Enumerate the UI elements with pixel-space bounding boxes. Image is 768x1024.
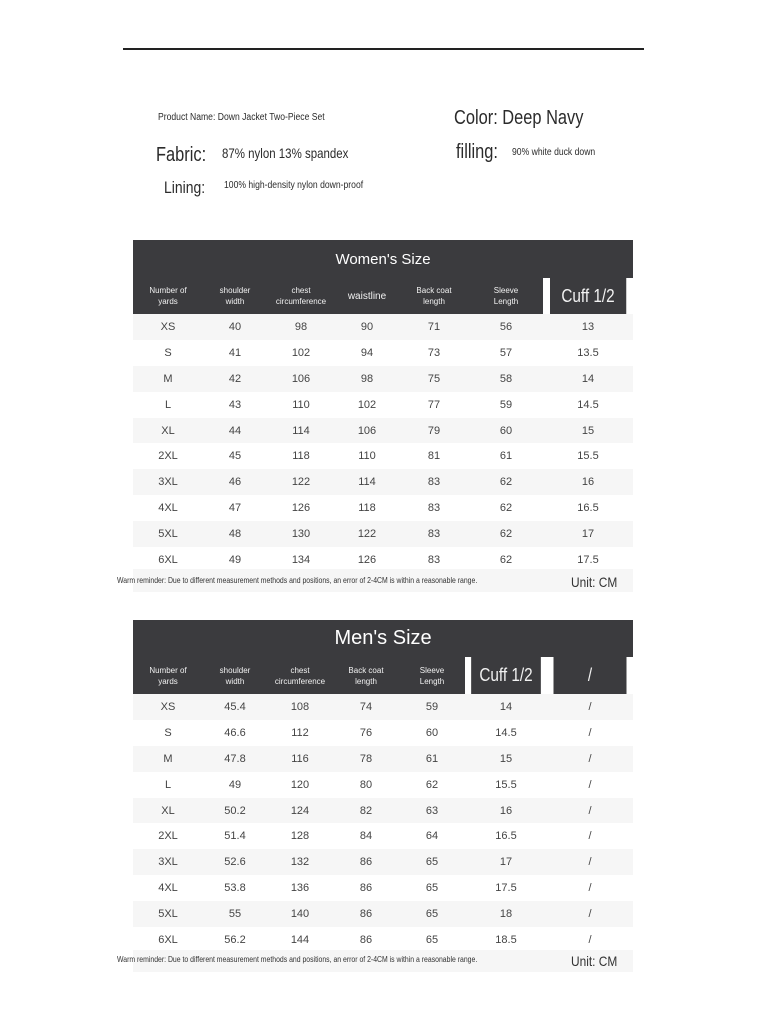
fabric-label: Fabric: [156,144,207,166]
table-cell: 56 [469,314,543,340]
table-row [133,340,633,366]
table-cell: 126 [267,495,335,521]
women-column-header [399,278,469,314]
table-cell: XS [133,694,203,720]
table-cell: 4XL [133,875,203,901]
table-cell: S [133,340,203,366]
men-column-header-line: Back coat [348,665,384,675]
table-cell: 106 [335,418,399,444]
table-cell: 41 [203,340,267,366]
table-cell: 80 [333,772,399,798]
table-cell: 15.5 [543,443,633,469]
womens-unit: Unit: CM [571,574,618,590]
table-cell: 134 [267,547,335,573]
table-cell: 43 [203,392,267,418]
table-cell: 83 [399,495,469,521]
table-row [133,392,633,418]
table-cell: L [133,772,203,798]
table-cell: 71 [399,314,469,340]
table-cell: 136 [267,875,333,901]
table-cell: 17.5 [465,875,547,901]
table-cell: / [547,694,633,720]
table-row [133,443,633,469]
table-cell: 76 [333,720,399,746]
table-cell: 98 [267,314,335,340]
table-cell: 118 [335,495,399,521]
mens-reminder: Warm reminder: Due to different measurement methods and positions, an error of 2-4CM is within a reasonable range. [117,955,478,964]
table-cell: 17 [465,849,547,875]
table-cell: 13.5 [543,340,633,366]
table-cell: 126 [335,547,399,573]
table-cell: 15 [465,746,547,772]
table-cell: 86 [333,901,399,927]
table-row [133,875,633,901]
filling-label: filling: [456,141,498,163]
table-cell: / [547,798,633,824]
table-cell: 90 [335,314,399,340]
women-column-header [550,278,627,314]
table-cell: 110 [335,443,399,469]
womens-size-title: Women's Size [133,240,633,278]
women-column-header-line: Length [493,297,519,306]
table-cell: 50.2 [203,798,267,824]
table-row [133,495,633,521]
men-column-header-line: Sleeve [419,665,445,675]
table-cell: 61 [469,443,543,469]
table-row [133,746,633,772]
women-column-header-line: shoulder [219,286,251,295]
table-cell: 63 [399,798,465,824]
table-cell: 114 [267,418,335,444]
table-cell: / [547,875,633,901]
table-cell: 13 [543,314,633,340]
men-column-header-line: / [587,665,593,685]
table-cell: 110 [267,392,335,418]
table-cell: 122 [267,469,335,495]
table-cell: S [133,720,203,746]
men-column-header [333,657,399,694]
table-cell: 51.4 [203,823,267,849]
table-cell: 64 [399,823,465,849]
table-cell: 42 [203,366,267,392]
table-row [133,521,633,547]
filling-value: 90% white duck down [512,147,596,158]
women-column-header-line: chest [291,286,311,295]
women-column-header-line: Cuff 1/2 [561,285,615,306]
table-cell: 60 [469,418,543,444]
table-cell: 57 [469,340,543,366]
table-cell: 14 [465,694,547,720]
table-cell: 40 [203,314,267,340]
table-cell: M [133,366,203,392]
table-cell: 17.5 [543,547,633,573]
table-cell: 18 [465,901,547,927]
women-column-header [469,278,543,314]
table-cell: 102 [335,392,399,418]
table-cell: 53.8 [203,875,267,901]
table-cell: 102 [267,340,335,366]
table-cell: XL [133,418,203,444]
table-cell: 94 [335,340,399,366]
table-cell: 98 [335,366,399,392]
table-row [133,720,633,746]
table-cell: 4XL [133,495,203,521]
table-cell: 3XL [133,849,203,875]
table-cell: 18.5 [465,927,547,953]
women-column-header-line: length [423,297,445,306]
table-cell: 65 [399,849,465,875]
table-cell: / [547,901,633,927]
table-cell: 62 [469,521,543,547]
mens-size-table [133,620,633,953]
men-column-header [553,657,626,694]
table-row [133,366,633,392]
men-column-header [267,657,333,694]
table-cell: 14.5 [465,720,547,746]
table-cell: XL [133,798,203,824]
table-row [133,418,633,444]
table-cell: 55 [203,901,267,927]
table-cell: 61 [399,746,465,772]
table-cell: 84 [333,823,399,849]
table-row [133,314,633,340]
table-cell: 120 [267,772,333,798]
lining-label: Lining: [164,178,206,197]
table-cell: 3XL [133,469,203,495]
table-cell: 45.4 [203,694,267,720]
table-cell: 59 [399,694,465,720]
men-column-header-line: width [225,676,245,686]
table-cell: 86 [333,927,399,953]
men-column-header-line: Length [419,676,445,686]
table-row [133,798,633,824]
table-cell: / [547,772,633,798]
women-column-header-line: Back coat [416,286,452,295]
table-cell: 82 [333,798,399,824]
table-cell: 58 [469,366,543,392]
women-column-header-line: waistline [347,290,387,302]
table-cell: 114 [335,469,399,495]
mens-size-title: Men's Size [133,620,633,657]
table-cell: 49 [203,772,267,798]
men-column-header-line: Cuff 1/2 [479,665,533,685]
table-cell: / [547,927,633,953]
women-column-header-line: Sleeve [493,286,519,295]
table-cell: 112 [267,720,333,746]
table-cell: 16 [465,798,547,824]
men-column-header-line: chest [290,665,310,675]
table-row [133,901,633,927]
table-cell: 16 [543,469,633,495]
table-cell: 83 [399,547,469,573]
table-cell: 46.6 [203,720,267,746]
table-cell: 108 [267,694,333,720]
women-column-header-line: yards [158,297,178,306]
table-cell: / [547,823,633,849]
table-row [133,694,633,720]
table-cell: 47 [203,495,267,521]
womens-reminder: Warm reminder: Due to different measurement methods and positions, an error of 2-4CM is within a reasonable range. [117,576,478,585]
table-cell: L [133,392,203,418]
table-cell: / [547,746,633,772]
women-column-header [267,278,335,314]
table-cell: 86 [333,849,399,875]
table-cell: / [547,849,633,875]
table-cell: 75 [399,366,469,392]
table-cell: 73 [399,340,469,366]
table-cell: M [133,746,203,772]
table-cell: 59 [469,392,543,418]
table-cell: 15.5 [465,772,547,798]
table-cell: 106 [267,366,335,392]
table-cell: 44 [203,418,267,444]
women-column-header-line: width [225,297,245,306]
table-row [133,849,633,875]
mens-unit: Unit: CM [571,953,618,969]
table-cell: 65 [399,901,465,927]
table-cell: 83 [399,469,469,495]
table-cell: 49 [203,547,267,573]
table-cell: 140 [267,901,333,927]
table-cell: 2XL [133,443,203,469]
men-column-header [399,657,465,694]
table-cell: 14.5 [543,392,633,418]
table-cell: 56.2 [203,927,267,953]
table-row [133,772,633,798]
table-cell: 79 [399,418,469,444]
table-cell: 62 [399,772,465,798]
table-cell: 118 [267,443,335,469]
top-divider [123,48,644,50]
table-row [133,469,633,495]
womens-size-table [133,240,633,573]
product-color: Color: Deep Navy [454,107,584,129]
table-cell: 62 [469,547,543,573]
table-cell: 52.6 [203,849,267,875]
table-cell: XS [133,314,203,340]
table-cell: 65 [399,927,465,953]
fabric-value: 87% nylon 13% spandex [222,145,349,161]
table-row [133,823,633,849]
table-cell: 16.5 [465,823,547,849]
table-cell: 15 [543,418,633,444]
table-cell: 122 [335,521,399,547]
table-cell: 14 [543,366,633,392]
table-cell: 45 [203,443,267,469]
table-cell: 77 [399,392,469,418]
table-cell: 46 [203,469,267,495]
men-column-header [133,657,203,694]
table-cell: 132 [267,849,333,875]
table-cell: 5XL [133,521,203,547]
table-cell: / [547,720,633,746]
table-cell: 78 [333,746,399,772]
table-cell: 116 [267,746,333,772]
table-cell: 62 [469,469,543,495]
table-cell: 2XL [133,823,203,849]
table-cell: 47.8 [203,746,267,772]
women-column-header [133,278,203,314]
lining-value: 100% high-density nylon down-proof [224,180,364,191]
table-cell: 16.5 [543,495,633,521]
table-cell: 124 [267,798,333,824]
table-cell: 17 [543,521,633,547]
table-cell: 130 [267,521,335,547]
table-cell: 144 [267,927,333,953]
table-cell: 83 [399,521,469,547]
men-column-header-line: length [355,676,377,686]
table-cell: 6XL [133,927,203,953]
men-column-header-line: circumference [274,676,326,686]
table-cell: 62 [469,495,543,521]
table-cell: 81 [399,443,469,469]
table-cell: 5XL [133,901,203,927]
women-column-header [203,278,267,314]
men-column-header-line: shoulder [219,665,251,675]
table-cell: 48 [203,521,267,547]
women-column-header [335,278,399,314]
table-cell: 86 [333,875,399,901]
table-cell: 65 [399,875,465,901]
women-column-header-line: circumference [275,297,327,306]
men-column-header [471,657,541,694]
men-column-header-line: Number of [149,665,187,675]
table-cell: 74 [333,694,399,720]
table-cell: 60 [399,720,465,746]
table-cell: 128 [267,823,333,849]
product-name: Product Name: Down Jacket Two-Piece Set [158,112,325,123]
men-column-header-line: yards [158,676,178,686]
women-column-header-line: Number of [149,286,187,295]
men-column-header [203,657,267,694]
table-cell: 6XL [133,547,203,573]
